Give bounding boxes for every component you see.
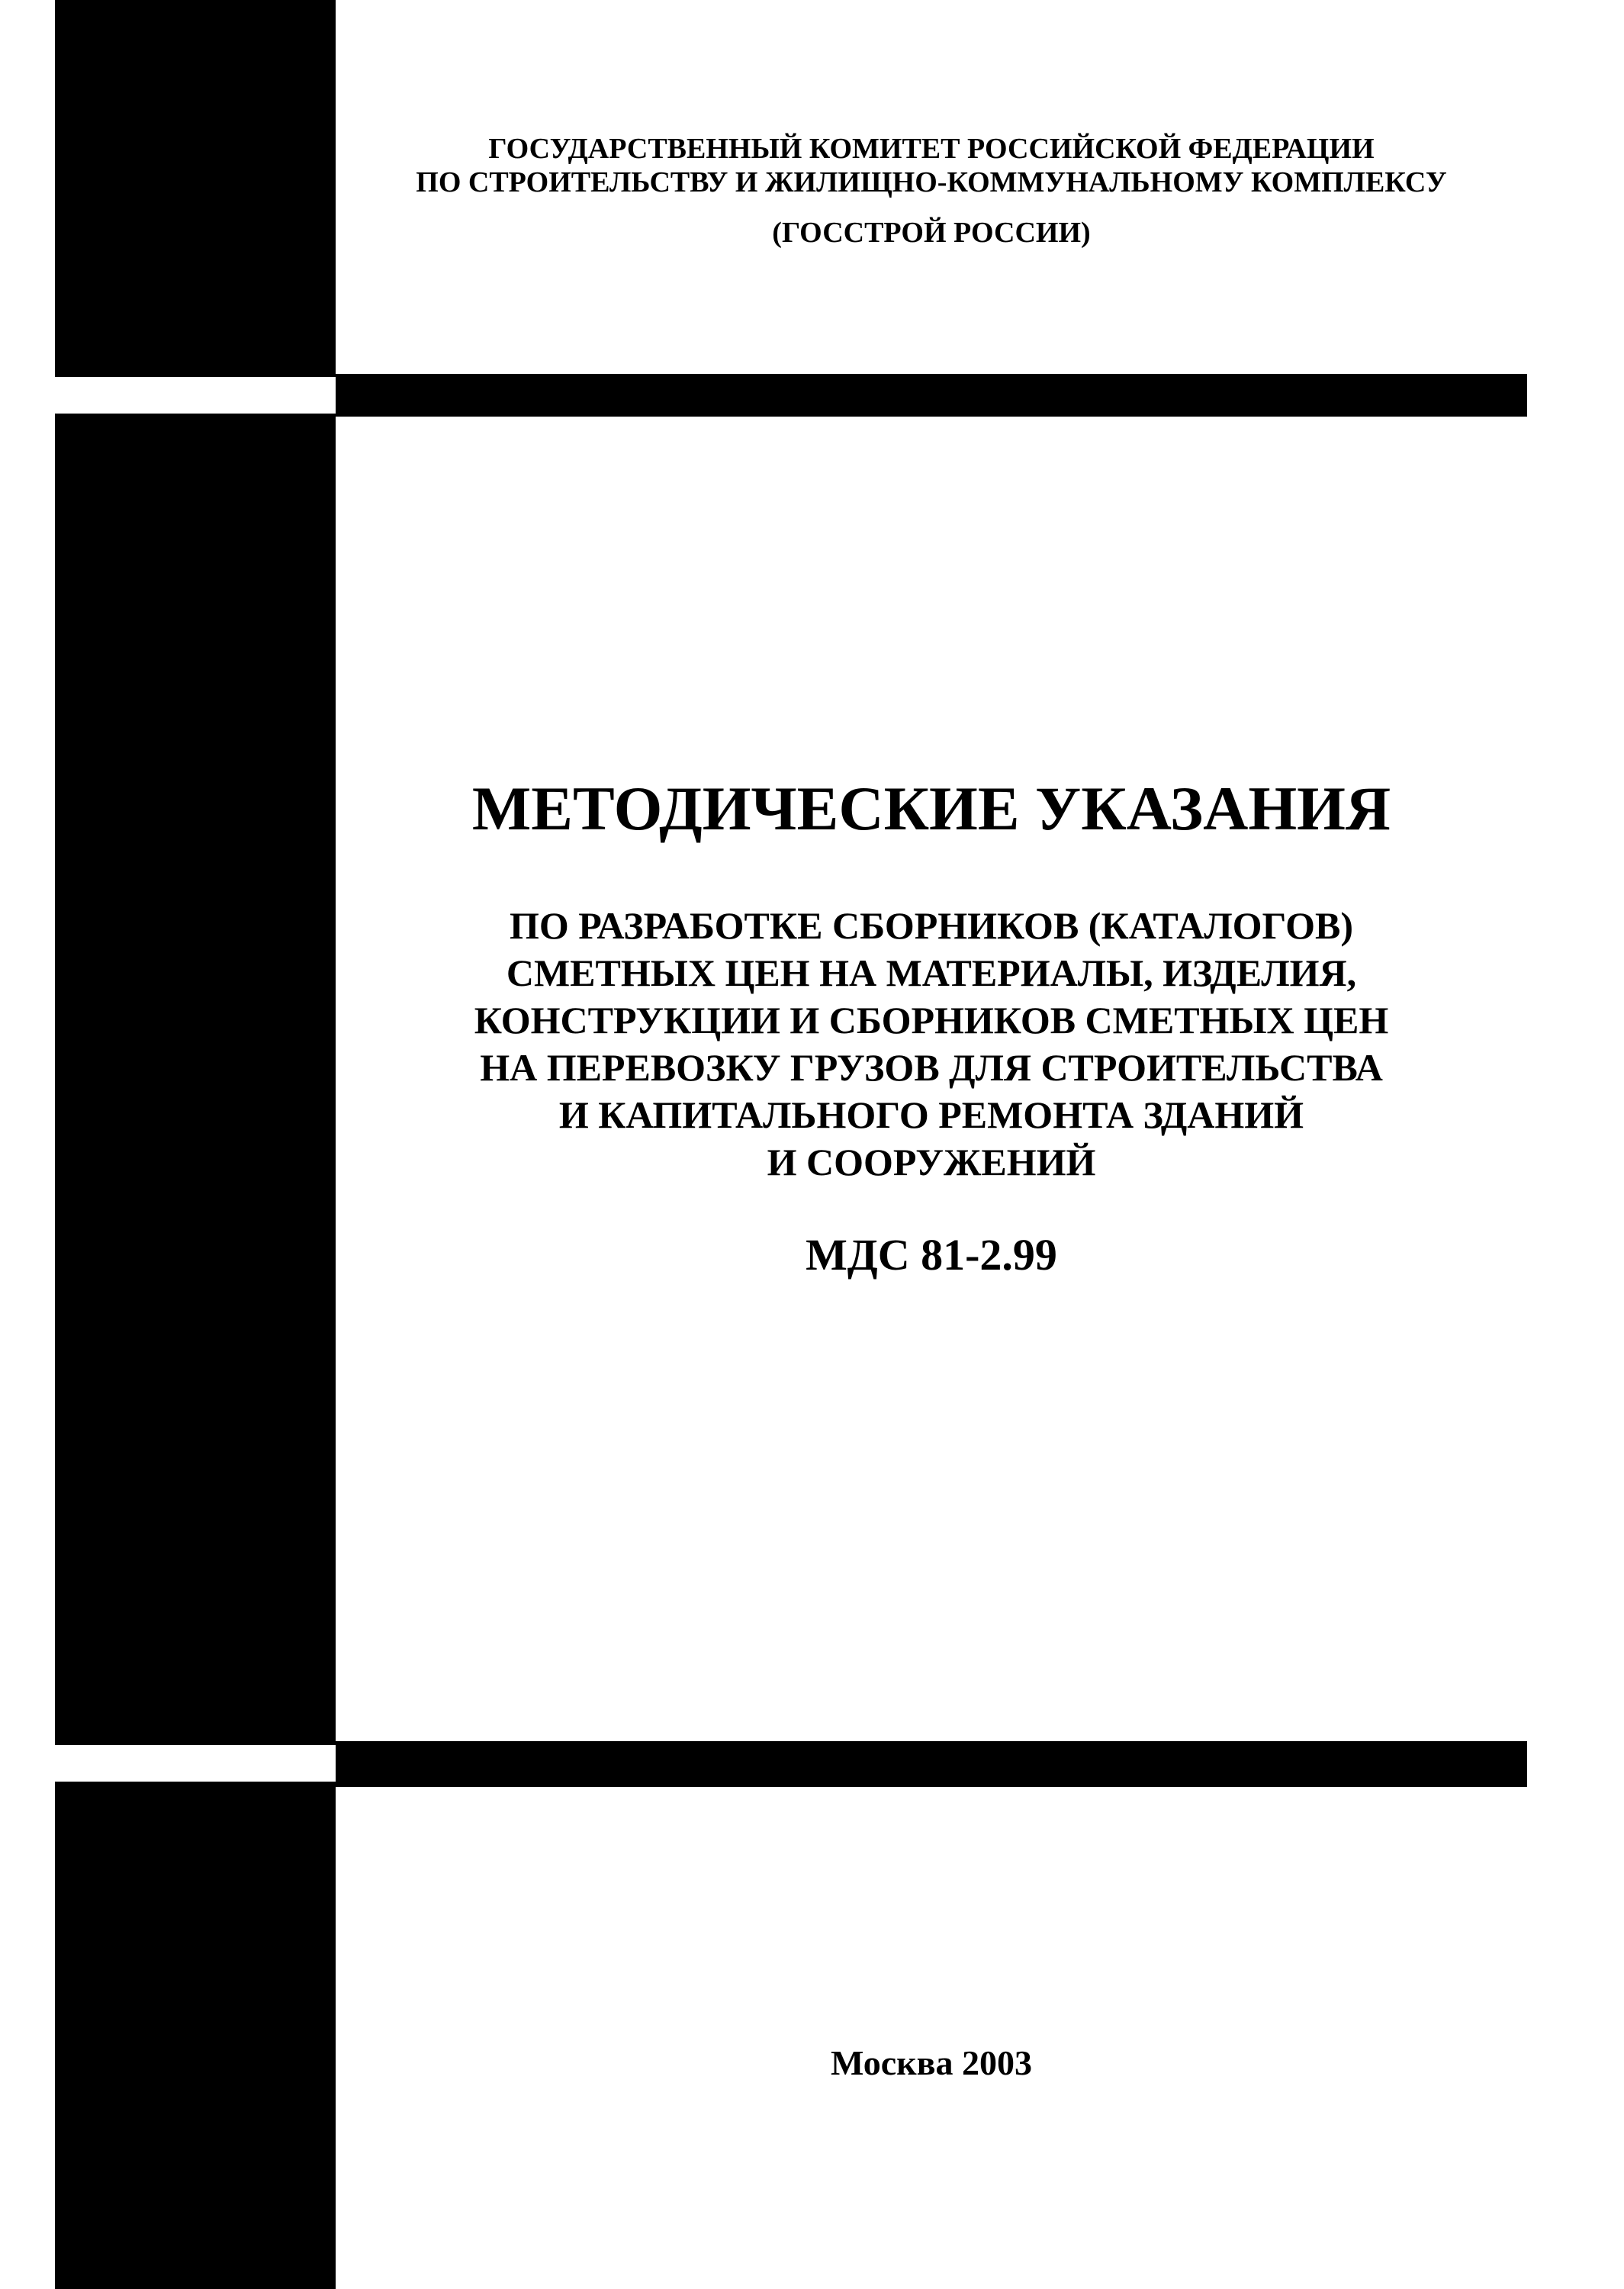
issuer-name-line-1: ГОСУДАРСТВЕННЫЙ КОМИТЕТ РОССИЙСКОЙ ФЕДЕРАЦИИ (488, 133, 1375, 165)
subtitle-line: ПО РАЗРАБОТКЕ СБОРНИКОВ (КАТАЛОГОВ) (510, 904, 1353, 947)
subtitle-line: И КАПИТАЛЬНОГО РЕМОНТА ЗДАНИЙ (558, 1093, 1304, 1136)
bottom-black-band (336, 1741, 1527, 1787)
subtitle-line: НА ПЕРЕВОЗКУ ГРУЗОВ ДЛЯ СТРОИТЕЛЬСТВА (480, 1046, 1383, 1089)
subtitle-line: КОНСТРУКЦИИ И СБОРНИКОВ СМЕТНЫХ ЦЕН (474, 999, 1389, 1041)
cover-spine-bar (55, 0, 336, 2289)
spine-gap-bottom (55, 1745, 336, 1782)
document-title: МЕТОДИЧЕСКИЕ УКАЗАНИЯ (471, 774, 1391, 843)
subtitle-line: СМЕТНЫХ ЦЕН НА МАТЕРИАЛЫ, ИЗДЕЛИЯ, (506, 951, 1357, 994)
spine-gap-top (55, 377, 336, 414)
document-code: МДС 81-2.99 (806, 1230, 1057, 1280)
imprint-city-year: Москва 2003 (830, 2043, 1033, 2082)
issuer-name-line-2: ПО СТРОИТЕЛЬСТВУ И ЖИЛИЩНО-КОММУНАЛЬНОМУ КОМПЛЕКСУ (416, 166, 1447, 198)
top-black-band (336, 374, 1527, 417)
issuer-short-name: (ГОССТРОЙ РОССИИ) (772, 217, 1091, 249)
document-subtitle (336, 902, 1527, 1186)
subtitle-line: И СООРУЖЕНИЙ (767, 1141, 1096, 1183)
